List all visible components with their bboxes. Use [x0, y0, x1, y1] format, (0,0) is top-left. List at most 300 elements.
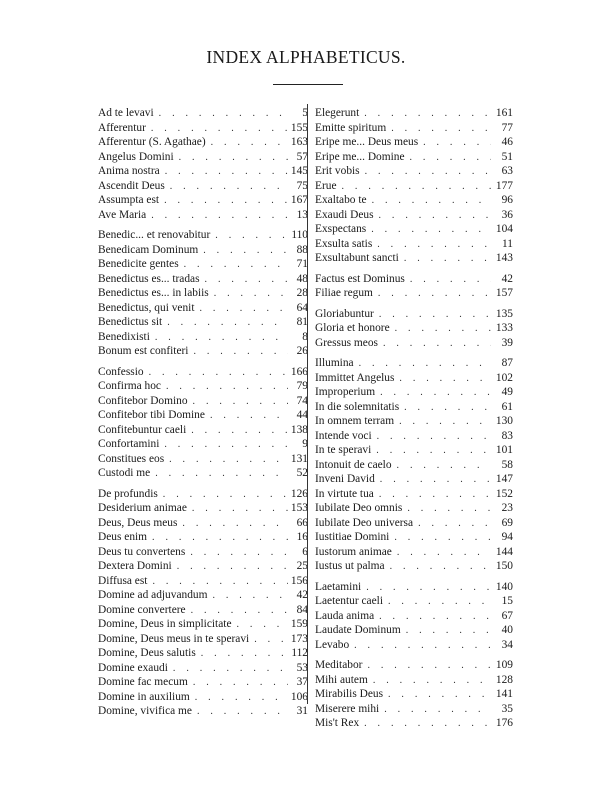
- page-number: 46: [501, 136, 513, 148]
- dot-leader: [385, 560, 491, 575]
- entry-title: In te speravi: [315, 444, 372, 456]
- index-entry: [315, 208, 513, 223]
- page-number: 140: [495, 580, 513, 593]
- index-group: [315, 106, 513, 266]
- dot-leader: [188, 676, 288, 691]
- entry-title: Benedicam Dominum: [98, 243, 199, 256]
- dot-leader: [362, 659, 491, 674]
- entry-title: Ave Maria: [98, 208, 147, 221]
- entry-title: Benedixisti: [98, 330, 150, 343]
- page-number: 144: [495, 545, 513, 558]
- dot-leader: [186, 604, 288, 619]
- entry-title: Constitues eos: [98, 452, 165, 465]
- entry-title: In die solemnitatis: [315, 400, 400, 413]
- page-number: 57: [296, 150, 308, 163]
- page-number: 104: [495, 223, 513, 235]
- entry-title: Deus, Deus meus: [98, 516, 178, 529]
- index-group: [98, 228, 308, 359]
- page-number: 75: [296, 179, 308, 192]
- entry-title: Iustitiae Domini: [315, 531, 390, 543]
- page-number: 167: [290, 194, 308, 206]
- dot-leader: [405, 273, 491, 288]
- index-entry: [98, 423, 308, 438]
- dot-leader: [392, 546, 491, 561]
- page-number: 52: [296, 467, 308, 479]
- dot-leader: [372, 430, 491, 445]
- entry-title: Deus enim: [98, 531, 148, 543]
- page-number: 88: [296, 243, 308, 256]
- index-entry: [315, 336, 513, 351]
- entry-title: Benedictus es... tradas: [98, 272, 200, 285]
- index-entry: [98, 661, 308, 676]
- dot-leader: [162, 316, 288, 331]
- dot-leader: [394, 372, 491, 387]
- page-number: 94: [501, 531, 513, 543]
- entry-title: Benedictus sit: [98, 316, 163, 328]
- index-group: [315, 356, 513, 574]
- index-entry: [98, 150, 308, 165]
- page-number: 163: [290, 136, 308, 148]
- page-number: 49: [501, 386, 513, 398]
- page-number: 161: [495, 107, 513, 119]
- entry-title: Domine, vivifica me: [98, 705, 192, 717]
- index-entry: [315, 623, 513, 638]
- entry-title: Exsulta satis: [315, 237, 373, 250]
- index-entry: [98, 179, 308, 194]
- dot-leader: [205, 409, 288, 424]
- entry-title: Mihi autem: [315, 673, 368, 686]
- entry-title: Mirabilis Deus: [315, 688, 384, 700]
- entry-title: Bonum est confiteri: [98, 345, 189, 357]
- index-entry: [315, 716, 513, 731]
- page-number: 141: [495, 688, 513, 700]
- page-number: 39: [501, 336, 513, 349]
- index-entry: [98, 704, 308, 719]
- page-number: 112: [291, 647, 308, 659]
- page-number: 110: [291, 229, 308, 241]
- page-number: 131: [290, 452, 308, 465]
- index-entry: [98, 164, 308, 179]
- page-number: 159: [290, 618, 308, 630]
- entry-title: Domine in auxilium: [98, 690, 190, 703]
- entry-title: Dextera Domini: [98, 560, 172, 572]
- entry-title: Domine fac mecum: [98, 676, 188, 688]
- page-number: 157: [495, 287, 513, 299]
- entry-title: Intonuit de caelo: [315, 458, 392, 471]
- index-entry: [98, 588, 308, 603]
- dot-leader: [207, 589, 288, 604]
- dot-leader: [401, 624, 491, 639]
- dot-leader: [177, 517, 288, 532]
- entry-title: Diffusa est: [98, 574, 148, 587]
- dot-leader: [165, 180, 288, 195]
- dot-leader: [374, 308, 491, 323]
- index-entry: [315, 472, 513, 487]
- index-entry: [98, 501, 308, 516]
- entry-title: Gloria et honore: [315, 322, 390, 334]
- dot-leader: [402, 502, 491, 517]
- dot-leader: [188, 395, 288, 410]
- index-entry: [98, 193, 308, 208]
- index-entry: [315, 673, 513, 688]
- dot-leader: [210, 229, 288, 244]
- page-number: 166: [290, 365, 308, 378]
- index-entry: [98, 545, 308, 560]
- dot-leader: [209, 287, 288, 302]
- entry-title: De profundis: [98, 487, 158, 500]
- dot-leader: [179, 258, 288, 273]
- entry-title: Benedicite gentes: [98, 258, 179, 270]
- dot-leader: [372, 238, 491, 253]
- entry-title: Domine, Deus salutis: [98, 647, 196, 659]
- entry-title: Desiderium animae: [98, 502, 187, 514]
- entry-title: Erue: [315, 179, 337, 192]
- entry-title: Illumina: [315, 357, 354, 369]
- page-number: 79: [296, 380, 308, 392]
- page-number: 109: [495, 659, 513, 671]
- page-number: 51: [501, 150, 513, 163]
- dot-leader: [390, 322, 491, 337]
- dot-leader: [405, 151, 491, 166]
- page-number: 74: [296, 394, 308, 407]
- dot-leader: [392, 459, 491, 474]
- page-number: 42: [296, 589, 308, 601]
- dot-leader: [249, 633, 288, 648]
- dot-leader: [150, 467, 288, 482]
- page-number: 67: [501, 609, 513, 622]
- index-entry: [315, 443, 513, 458]
- index-entry: [315, 321, 513, 336]
- dot-leader: [359, 717, 491, 732]
- page-number: 128: [495, 673, 513, 686]
- dot-leader: [154, 107, 288, 122]
- page-number: 26: [296, 345, 308, 357]
- entry-title: Laudate Dominum: [315, 624, 401, 636]
- index-entry: [98, 466, 308, 481]
- dot-leader: [413, 517, 491, 532]
- dot-leader: [190, 691, 288, 706]
- index-entry: [315, 458, 513, 473]
- entry-title: Custodi me: [98, 467, 151, 479]
- index-column-right: [315, 106, 513, 731]
- entry-title: In virtute tua: [315, 487, 374, 500]
- page-number: 53: [296, 661, 308, 674]
- entry-title: Iustus ut palma: [315, 560, 385, 572]
- index-entry: [315, 687, 513, 702]
- dot-leader: [172, 560, 288, 575]
- entry-title: Exspectans: [315, 223, 367, 235]
- dot-leader: [144, 366, 288, 381]
- page-number: 145: [290, 165, 308, 177]
- entry-title: Emitte spiritum: [315, 121, 387, 134]
- dot-leader: [418, 136, 491, 151]
- entry-title: Confitebor tibi Domine: [98, 409, 205, 421]
- entry-title: Assumpta est: [98, 194, 160, 206]
- dot-leader: [146, 122, 288, 137]
- entry-title: Confirma hoc: [98, 380, 161, 392]
- dot-leader: [354, 357, 491, 372]
- dot-leader: [161, 380, 288, 395]
- index-entry: [98, 487, 308, 502]
- entry-title: Confitebor Domino: [98, 394, 188, 407]
- index-entry: [98, 208, 308, 223]
- page-number: 71: [296, 258, 308, 270]
- dot-leader: [160, 165, 288, 180]
- entry-title: Lauda anima: [315, 609, 375, 622]
- index-entry: [315, 400, 513, 415]
- entry-title: Laetentur caeli: [315, 595, 383, 607]
- dot-leader: [187, 502, 288, 517]
- index-entry: [98, 394, 308, 409]
- page-number: 126: [290, 487, 308, 500]
- dot-leader: [150, 331, 288, 346]
- index-entry: [315, 135, 513, 150]
- dot-leader: [374, 610, 491, 625]
- dot-leader: [159, 194, 288, 209]
- dot-leader: [185, 546, 288, 561]
- index-entry: [98, 135, 308, 150]
- dot-leader: [186, 424, 288, 439]
- page-number: 69: [501, 516, 513, 529]
- title-rule: [273, 84, 343, 85]
- index-entry: [315, 385, 513, 400]
- index-entry: [98, 530, 308, 545]
- index-group: [315, 658, 513, 731]
- dot-leader: [147, 531, 288, 546]
- index-entry: [315, 658, 513, 673]
- entry-title: Eripe me... Deus meus: [315, 136, 419, 148]
- entry-title: Immittet Angelus: [315, 371, 395, 384]
- index-entry: [315, 237, 513, 252]
- dot-leader: [349, 639, 491, 654]
- page-number: 101: [495, 444, 513, 456]
- dot-leader: [147, 575, 288, 590]
- dot-leader: [375, 386, 491, 401]
- index-column-left: [98, 106, 308, 719]
- page-number: 106: [290, 690, 308, 703]
- index-entry: [315, 516, 513, 531]
- dot-leader: [366, 223, 491, 238]
- index-group: [98, 365, 308, 481]
- dot-leader: [375, 473, 491, 488]
- page-number: 64: [296, 301, 308, 314]
- index-entry: [315, 530, 513, 545]
- index-entry: [98, 574, 308, 589]
- dot-leader: [389, 531, 491, 546]
- page-number: 23: [501, 502, 513, 514]
- index-entry: [98, 617, 308, 632]
- index-entry: [315, 594, 513, 609]
- dot-leader: [196, 647, 288, 662]
- entry-title: Iubilate Deo universa: [315, 516, 414, 529]
- index-entry: [98, 632, 308, 647]
- entry-title: Benedictus es... in labiis: [98, 287, 209, 299]
- page-number: 83: [501, 429, 513, 442]
- dot-leader: [146, 209, 288, 224]
- entry-title: Exsultabunt sancti: [315, 252, 399, 264]
- dot-leader: [159, 438, 288, 453]
- dot-leader: [394, 415, 491, 430]
- entry-title: Mis't Rex: [315, 717, 360, 729]
- index-group: [315, 272, 513, 301]
- entry-title: Afferentur: [98, 121, 146, 134]
- index-entry: [98, 437, 308, 452]
- page-number: 130: [495, 415, 513, 427]
- page-number: 6: [302, 545, 308, 558]
- index-entry: [315, 702, 513, 717]
- index-entry: [315, 106, 513, 121]
- page-number: 15: [501, 595, 513, 607]
- index-entry: [98, 301, 308, 316]
- dot-leader: [373, 287, 491, 302]
- page-number: 42: [501, 272, 513, 285]
- entry-title: Domine ad adjuvandum: [98, 589, 208, 601]
- entry-title: Laetamini: [315, 580, 362, 593]
- page-number: 36: [501, 208, 513, 221]
- page-number: 102: [495, 371, 513, 384]
- dot-leader: [232, 618, 288, 633]
- index-entry: [315, 501, 513, 516]
- index-entry: [315, 580, 513, 595]
- page-number: 155: [290, 121, 308, 134]
- dot-leader: [206, 136, 288, 151]
- page-number: 35: [501, 702, 513, 715]
- index-entry: [315, 193, 513, 208]
- entry-title: Gloriabuntur: [315, 307, 374, 320]
- page-number: 8: [302, 330, 308, 343]
- entry-title: Confitebuntur caeli: [98, 423, 187, 436]
- index-entry: [98, 646, 308, 661]
- entry-title: Deus tu convertens: [98, 545, 186, 558]
- index-entry: [98, 365, 308, 380]
- dot-leader: [378, 337, 491, 352]
- index-entry: [98, 408, 308, 423]
- entry-title: Levabo: [315, 638, 350, 651]
- index-entry: [315, 251, 513, 266]
- page-number: 152: [495, 487, 513, 500]
- page-number: 77: [501, 121, 513, 134]
- index-entry: [315, 286, 513, 301]
- entry-title: Factus est Dominus: [315, 272, 405, 285]
- dot-leader: [337, 180, 491, 195]
- entry-title: Angelus Domini: [98, 150, 174, 163]
- page-number: 13: [296, 208, 308, 221]
- page-number: 58: [501, 458, 513, 471]
- page-number: 16: [296, 531, 308, 543]
- page-number: 48: [296, 272, 308, 285]
- index-group: [315, 580, 513, 653]
- dot-leader: [192, 705, 288, 720]
- entry-title: Ad te levavi: [98, 107, 154, 119]
- page-number: 28: [296, 287, 308, 299]
- index-entry: [315, 638, 513, 653]
- page-number: 156: [290, 574, 308, 587]
- index-entry: [98, 286, 308, 301]
- page-number: 87: [501, 357, 513, 369]
- page-number: 11: [502, 237, 513, 250]
- page-number: 44: [296, 409, 308, 421]
- entry-title: Intende voci: [315, 429, 372, 442]
- entry-title: Domine exaudi: [98, 661, 168, 674]
- entry-title: Exaudi Deus: [315, 208, 374, 221]
- index-entry: [98, 330, 308, 345]
- index-entry: [315, 487, 513, 502]
- entry-title: Meditabor: [315, 659, 363, 671]
- index-entry: [98, 272, 308, 287]
- page-number: 133: [495, 322, 513, 334]
- index-entry: [98, 379, 308, 394]
- page-number: 25: [296, 560, 308, 572]
- page-number: 9: [302, 438, 308, 450]
- entry-title: Domine, Deus meus in te speravi: [98, 632, 250, 645]
- entry-title: Ascendit Deus: [98, 179, 165, 192]
- index-entry: [98, 228, 308, 243]
- page-number: 5: [302, 107, 308, 119]
- index-entry: [315, 414, 513, 429]
- entry-title: Iubilate Deo omnis: [315, 502, 403, 514]
- index-entry: [98, 315, 308, 330]
- page-number: 37: [296, 676, 308, 688]
- entry-title: Eripe me... Domine: [315, 150, 405, 163]
- index-entry: [315, 272, 513, 287]
- index-entry: [98, 344, 308, 359]
- dot-leader: [168, 662, 288, 677]
- page-number: 40: [501, 624, 513, 636]
- index-entry: [315, 164, 513, 179]
- dot-leader: [198, 244, 288, 259]
- entry-title: Filiae regum: [315, 287, 373, 299]
- dot-leader: [361, 581, 491, 596]
- index-entry: [315, 222, 513, 237]
- index-entry: [315, 371, 513, 386]
- page-number: 81: [296, 316, 308, 328]
- entry-title: Domine, Deus in simplicitate: [98, 618, 232, 630]
- dot-leader: [359, 107, 491, 122]
- index-entry: [98, 243, 308, 258]
- dot-leader: [374, 209, 491, 224]
- dot-leader: [374, 488, 491, 503]
- page-number: 147: [495, 473, 513, 485]
- entry-title: In omnem terram: [315, 415, 395, 427]
- dot-leader: [399, 252, 491, 267]
- column-divider: [307, 104, 308, 704]
- entry-title: Erit vobis: [315, 165, 360, 177]
- entry-title: Domine convertere: [98, 603, 186, 616]
- entry-title: Anima nostra: [98, 165, 160, 177]
- index-entry: [315, 150, 513, 165]
- index-entry: [98, 675, 308, 690]
- dot-leader: [386, 122, 491, 137]
- index-entry: [98, 603, 308, 618]
- index-entry: [315, 559, 513, 574]
- dot-leader: [200, 273, 288, 288]
- entry-title: Benedictus, qui venit: [98, 301, 195, 314]
- page-number: 177: [495, 179, 513, 192]
- index-entry: [98, 559, 308, 574]
- entry-title: Improperium: [315, 386, 376, 398]
- page-number: 61: [501, 400, 513, 413]
- dot-leader: [383, 688, 491, 703]
- page-number: 153: [290, 502, 308, 514]
- dot-leader: [164, 453, 288, 468]
- page-number: 173: [290, 632, 308, 645]
- dot-leader: [368, 674, 491, 689]
- index-entry: [98, 121, 308, 136]
- page-number: 84: [296, 603, 308, 616]
- page-title: INDEX ALPHABETICUS.: [206, 47, 406, 67]
- dot-leader: [360, 165, 491, 180]
- entry-title: Inveni David: [315, 473, 375, 485]
